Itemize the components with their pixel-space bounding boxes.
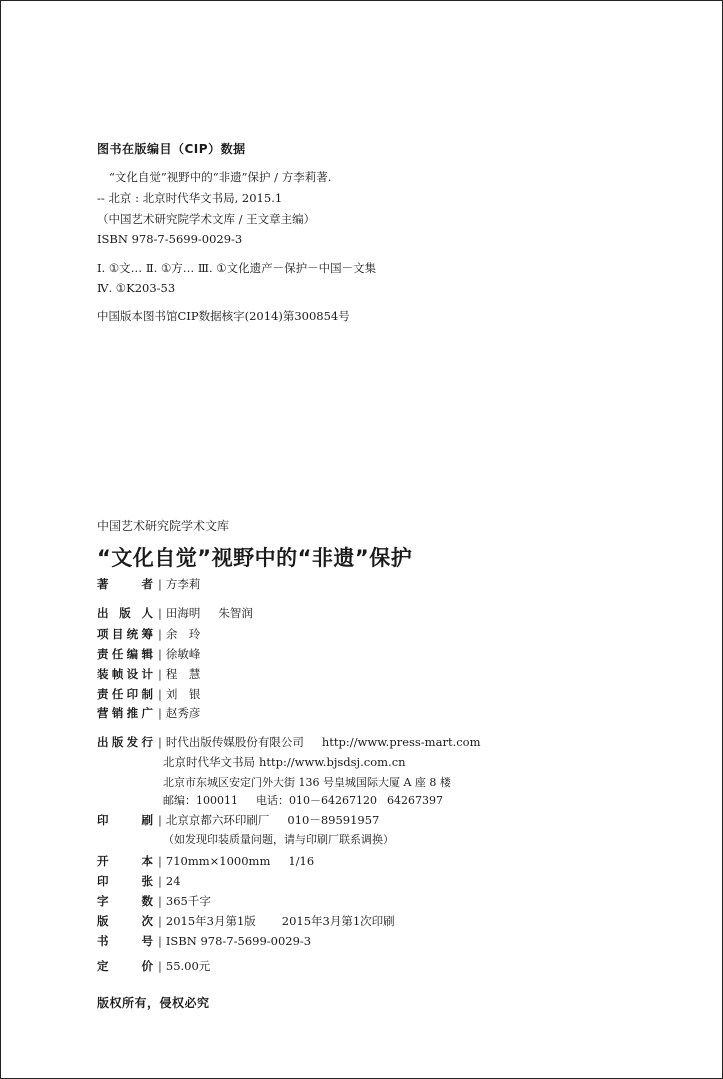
- printing-note: （如发现印装质量问题，请与印刷厂联系调换）: [163, 833, 394, 846]
- credit-label: 责任印制: [97, 687, 153, 701]
- distribution-label: 出版发行: [97, 735, 153, 749]
- distribution-address: 北京市东城区安定门外大街 136 号皇城国际大厦 A 座 8 楼: [163, 776, 451, 789]
- credit-label: 著者: [97, 577, 153, 591]
- spec-row-sheets: [97, 873, 181, 889]
- credit-label: 责任编辑: [97, 647, 153, 661]
- credit-value: 刘 银: [165, 687, 201, 701]
- separator: |: [158, 577, 162, 591]
- spec-row-words: [97, 893, 211, 909]
- spec-value: 710mm×1000mm: [165, 854, 271, 868]
- printing-value: 北京京都六环印刷厂: [165, 813, 270, 827]
- separator: |: [158, 647, 162, 661]
- credit-row-design: [97, 666, 200, 682]
- series-name: 中国艺术研究院学术文库: [97, 519, 230, 533]
- spec-value: 365千字: [165, 894, 211, 908]
- credit-value: 方李莉: [165, 577, 201, 591]
- separator: |: [158, 687, 162, 701]
- distribution-contact: [163, 792, 443, 808]
- cip-publication-line: -- 北京 : 北京时代华文书局, 2015.1: [97, 191, 283, 205]
- separator: |: [158, 914, 162, 928]
- separator: |: [158, 874, 162, 888]
- spec-label: 字数: [97, 894, 153, 908]
- spec-row-isbn: [97, 933, 311, 949]
- credit-row-author: [97, 576, 200, 592]
- book-title: “文化自觉”视野中的“非遗”保护: [97, 546, 413, 570]
- cip-classification-line-1: Ⅰ. ①文… Ⅱ. ①方… Ⅲ. ①文化遗产－保护－中国－文集: [97, 261, 377, 275]
- credit-row-print-responsibility: [97, 686, 200, 702]
- spec-row-format: [97, 853, 314, 869]
- spec-row-price: [97, 958, 210, 974]
- separator: |: [158, 706, 162, 720]
- distribution-name-1: 时代出版传媒股份有限公司: [165, 735, 304, 749]
- postal-code: 邮编：100011: [163, 794, 238, 807]
- separator: |: [158, 606, 162, 620]
- printing-label: 印刷: [97, 813, 153, 827]
- separator: |: [158, 894, 162, 908]
- spec-label: 开本: [97, 854, 153, 868]
- credit-value-2: 朱智润: [218, 606, 253, 620]
- credit-value: 赵秀彦: [165, 706, 201, 720]
- spec-label: 书号: [97, 934, 153, 948]
- separator: |: [158, 854, 162, 868]
- cip-series-line: （中国艺术研究院学术文库 / 王文章主编）: [97, 212, 316, 226]
- credit-row-publisher-person: [97, 605, 253, 621]
- credit-value: 余 玲: [165, 627, 201, 641]
- credit-row-marketing: [97, 705, 200, 721]
- credit-row-project-coordination: [97, 626, 200, 642]
- distribution-name-2: 北京时代华文书局: [163, 755, 255, 769]
- credit-value: 程 慧: [165, 667, 201, 681]
- cip-title-line: “文化自觉”视野中的“非遗”保护 / 方李莉著.: [109, 170, 332, 184]
- distribution-url-1: http://www.press-mart.com: [321, 735, 481, 749]
- phone-number: 电话：010－64267120: [256, 794, 377, 807]
- printing-phone: 010－89591957: [287, 813, 380, 827]
- credit-value: 田海明: [165, 606, 201, 620]
- credit-label: 营销推广: [97, 706, 153, 720]
- spec-value-2: 2015年3月第1次印刷: [281, 914, 395, 928]
- spec-label: 印张: [97, 874, 153, 888]
- cip-isbn-line: ISBN 978-7-5699-0029-3: [97, 232, 243, 246]
- separator: |: [158, 627, 162, 641]
- credit-row-editor: [97, 646, 200, 662]
- cip-classification-line-2: Ⅳ. ①K203-53: [97, 281, 176, 295]
- spec-value: 24: [165, 874, 181, 888]
- spec-label: 定价: [97, 959, 153, 973]
- spec-row-edition: [97, 913, 395, 929]
- distribution-row: [97, 734, 481, 750]
- spec-value-2: 1/16: [288, 854, 315, 868]
- spec-value: 55.00元: [165, 959, 211, 973]
- credit-value: 徐敏峰: [165, 647, 201, 661]
- separator: |: [158, 959, 162, 973]
- distribution-line-2: [163, 754, 406, 770]
- separator: |: [158, 667, 162, 681]
- cip-data-number-line: 中国版本图书馆CIP数据核字(2014)第300854号: [97, 309, 350, 323]
- distribution-url-2: http://www.bjsdsj.com.cn: [259, 755, 406, 769]
- spec-label: 版次: [97, 914, 153, 928]
- separator: |: [158, 735, 162, 749]
- separator: |: [158, 813, 162, 827]
- credit-label: 项目统筹: [97, 627, 153, 641]
- credit-label: 装帧设计: [97, 667, 153, 681]
- cip-heading: 图书在版编目（CIP）数据: [97, 142, 246, 156]
- copyright-notice: 版权所有，侵权必究: [97, 996, 210, 1010]
- printing-row: [97, 812, 379, 828]
- phone-number-2: 64267397: [386, 794, 443, 807]
- separator: |: [158, 934, 162, 948]
- spec-value: 2015年3月第1版: [165, 914, 256, 928]
- spec-value: ISBN 978-7-5699-0029-3: [165, 934, 312, 948]
- credit-label: 出版人: [97, 606, 153, 620]
